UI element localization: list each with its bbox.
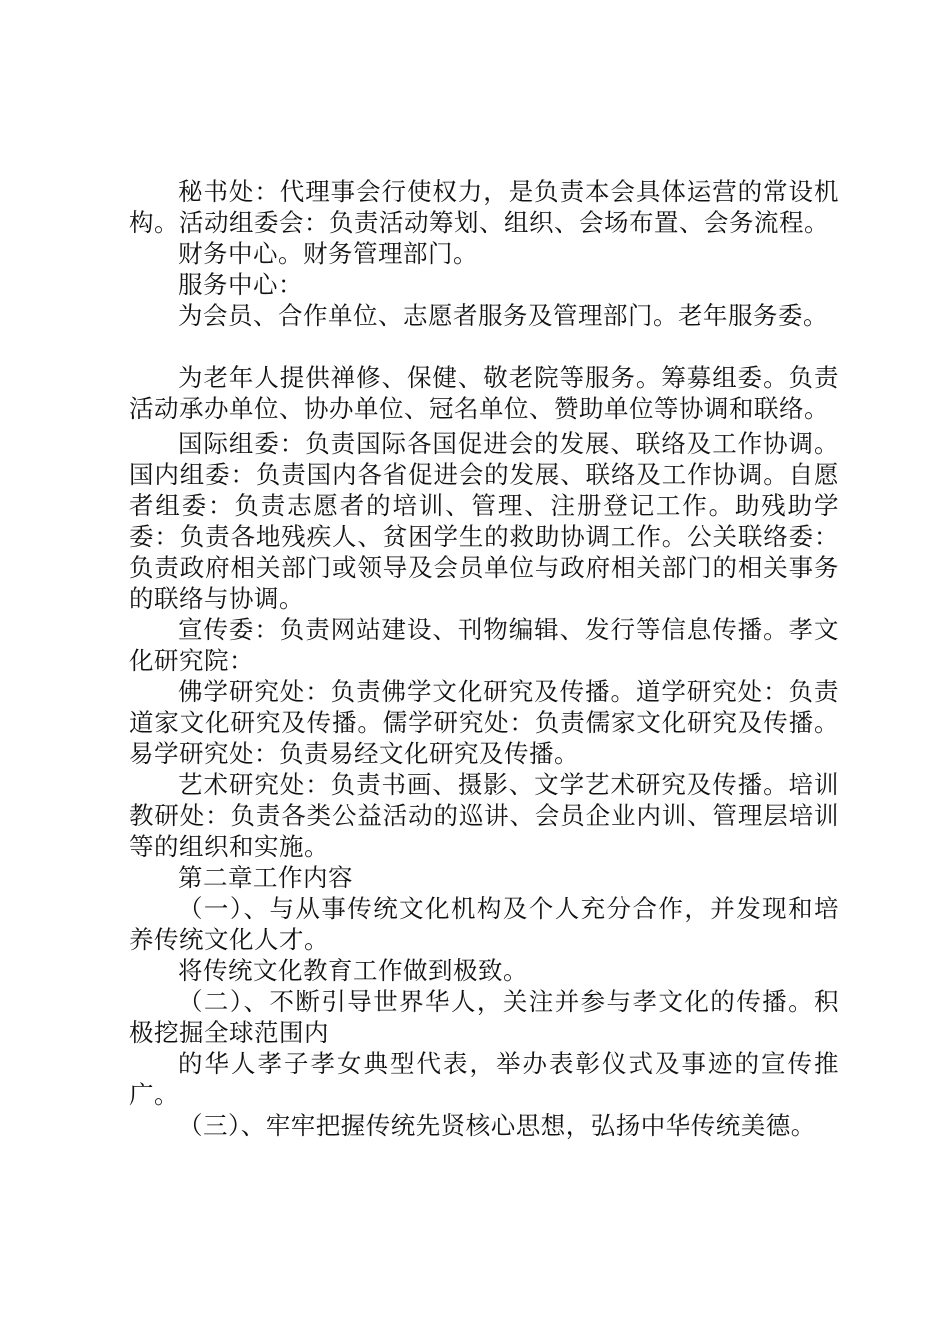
paragraph-item-two-cont: 的华人孝子孝女典型代表，举办表彰仪式及事迹的宣传推广。 bbox=[129, 1049, 839, 1109]
chapter-heading: 第二章工作内容 bbox=[178, 863, 353, 892]
paragraph-item-one: （一）、与从事传统文化机构及个人充分合作，并发现和培养传统文化人才。 bbox=[129, 894, 839, 954]
paragraph-item-two: （二）、不断引导世界华人，关注并参与孝文化的传播。积极挖掘全球范围内 bbox=[129, 987, 839, 1047]
paragraph-publicity: 宣传委：负责网站建设、刊物编辑、发行等信息传播。孝文化研究院： bbox=[129, 615, 839, 675]
paragraph-service-center: 服务中心： bbox=[178, 270, 303, 299]
paragraph-item-one-cont: 将传统文化教育工作做到极致。 bbox=[178, 956, 528, 985]
paragraph-art-training: 艺术研究处：负责书画、摄影、文学艺术研究及传播。培训教研处：负责各类公益活动的巡讲、会员企业内训、管理层培训等的组织和实施。 bbox=[129, 770, 839, 861]
paragraph-finance-center: 财务中心。财务管理部门。 bbox=[178, 239, 478, 268]
paragraph-item-three: （三）、牢牢把握传统先贤核心思想，弘扬中华传统美德。 bbox=[178, 1111, 816, 1140]
paragraph-secretariat: 秘书处：代理事会行使权力，是负责本会具体运营的常设机构。活动组委会：负责活动筹划、组织、会场布置、会务流程。 bbox=[129, 177, 839, 237]
paragraph-committees: 国际组委：负责国际各国促进会的发展、联络及工作协调。国内组委：负责国内各省促进会的发展、联络及工作协调。自愿者组委：负责志愿者的培训、管理、注册登记工作。助残助学委：负责各地残疾人、贫困学生的救助协调工作。公关联络委：负责政府相关部门或领导及会员单位与政府相关部门的相关事务的联络与协调。 bbox=[129, 429, 839, 613]
paragraph-research-offices: 佛学研究处：负责佛学文化研究及传播。道学研究处：负责道家文化研究及传播。儒学研究处：负责儒家文化研究及传播。易学研究处：负责易经文化研究及传播。 bbox=[129, 677, 839, 768]
document-body bbox=[129, 176, 839, 1141]
paragraph-service-scope: 为会员、合作单位、志愿者服务及管理部门。老年服务委。 bbox=[178, 301, 828, 330]
paragraph-elderly-services: 为老年人提供禅修、保健、敬老院等服务。筹募组委。负责活动承办单位、协办单位、冠名单位、赞助单位等协调和联络。 bbox=[129, 363, 839, 423]
